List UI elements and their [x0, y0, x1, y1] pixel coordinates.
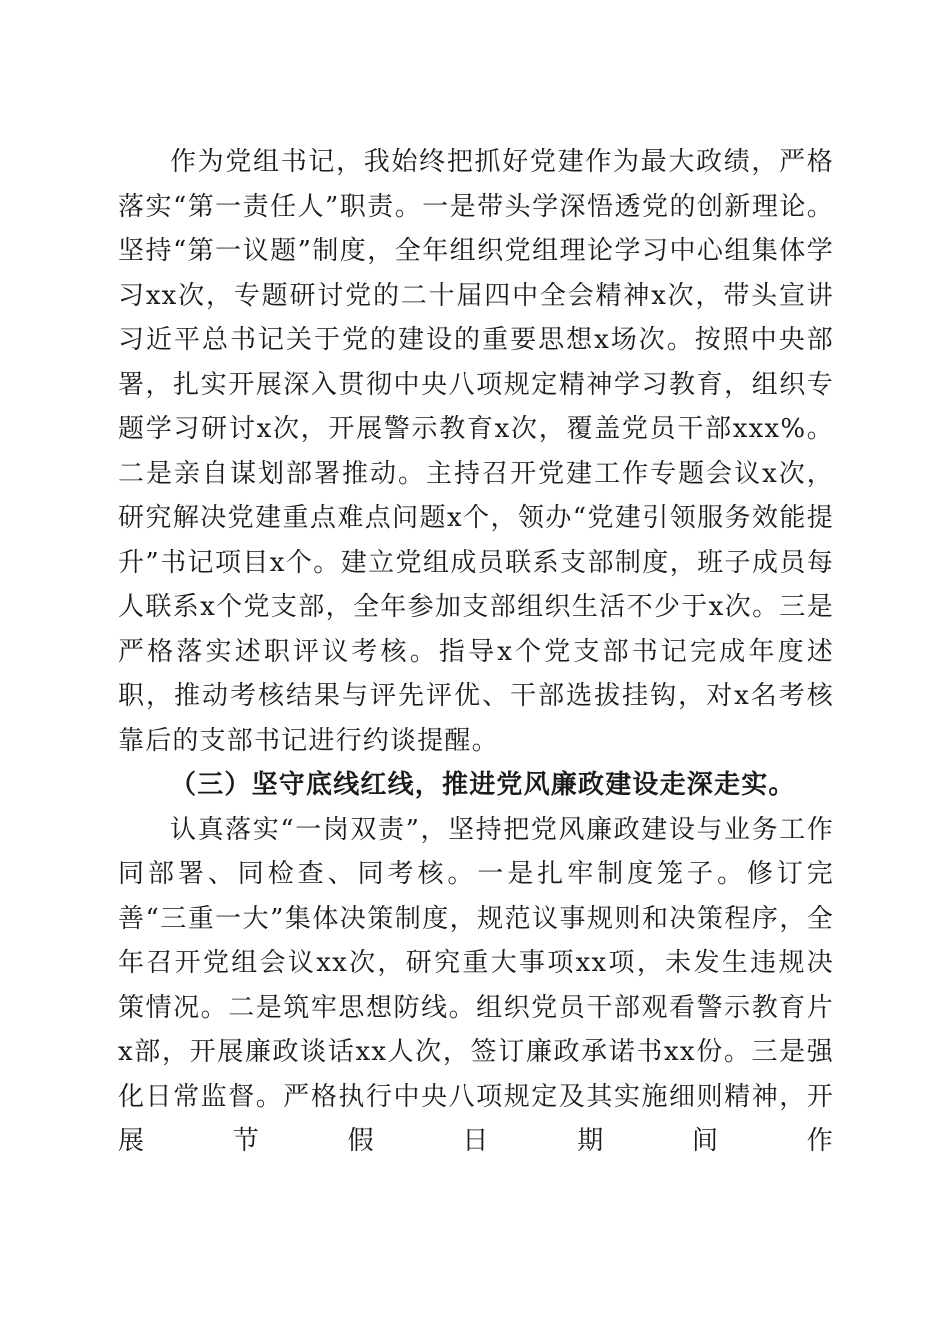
body-paragraph-clean-government: 认真落实“一岗双责”，坚持把党风廉政建设与业务工作同部署、同检查、同考核。一是扎牢制度笼子。修订完善“三重一大”集体决策制度，规范议事规则和决策程序，全年召开党组会议xx次，研究重大事项xx项，未发生违规决策情况。二是筑牢思想防线。组织党员干部观看警示教育片x部，开展廉政谈话xx人次，签订廉政承诺书xx份。三是强化日常监督。严格执行中央八项规定及其实施细则精神，开展节假日期间作 [118, 814, 834, 1156]
section-heading-3: （三）坚守底线红线，推进党风廉政建设走深走实。 [170, 770, 796, 800]
document-body [118, 140, 834, 1164]
body-paragraph-party-building: 作为党组书记，我始终把抓好党建作为最大政绩，严格落实“第一责任人”职责。一是带头学深悟透党的创新理论。坚持“第一议题”制度，全年组织党组理论学习中心组集体学习xx次，专题研讨党的二十届四中全会精神x次，带头宣讲习近平总书记关于党的建设的重要思想x场次。按照中央部署，扎实开展深入贯彻中央八项规定精神学习教育，组织专题学习研讨x次，开展警示教育x次，覆盖党员干部xxx%。二是亲自谋划部署推动。主持召开党建工作专题会议x次，研究解决党建重点难点问题x个，领办“党建引领服务效能提升”书记项目x个。建立党组成员联系支部制度，班子成员每人联系x个党支部，全年参加支部组织生活不少于x次。三是严格落实述职评议考核。指导x个党支部书记完成年度述职，推动考核结果与评先评优、干部选拔挂钩，对x名考核靠后的支部书记进行约谈提醒。 [118, 147, 834, 756]
